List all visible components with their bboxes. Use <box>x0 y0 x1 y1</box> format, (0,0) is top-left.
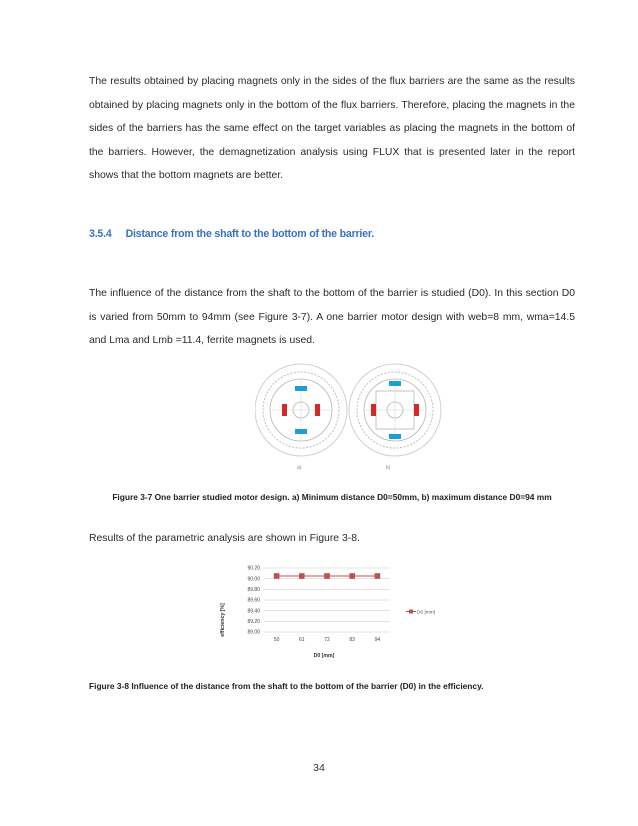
chart-x-tick-label: 61 <box>299 637 305 643</box>
paragraph-magnet-placement: The results obtained by placing magnets only in the sides of the flux barriers are the same as the results obtained by placing magnets only in the bottom of the flux barriers. Therefore, placing the magnets in the sides of the barriers has the same effect on the target variables as placing the magnets in the bottom of the barriers. However, the demagnetization analysis using FLUX that is presented later in the report shows that the bottom magnets are better. <box>89 76 575 181</box>
magnet-red-right-a <box>315 404 320 416</box>
chart-y-tick-label: 89.40 <box>247 608 260 615</box>
figure-label-a: a) <box>297 465 302 471</box>
chart-legend <box>406 610 435 616</box>
section-number: 3.5.4 <box>89 228 112 240</box>
figure-label-b: b) <box>386 465 391 471</box>
chart-data-point <box>349 573 355 579</box>
figure-3-8-caption: Figure 3-8 Influence of the distance from the shaft to the bottom of the barrier (D0) in the efficiency. <box>89 681 484 691</box>
page-number: 34 <box>313 762 325 774</box>
magnet-blue-top-b <box>389 381 401 386</box>
chart-y-tick-label: 89.60 <box>247 597 260 604</box>
chart-y-tick-label: 89.00 <box>247 629 260 636</box>
figure-3-8-efficiency-chart <box>210 558 500 663</box>
chart-y-axis-label: efficiency [%] <box>220 603 226 637</box>
magnet-red-left-b <box>371 404 376 416</box>
section-title: Distance from the shaft to the bottom of the barrier. <box>125 228 374 240</box>
chart-y-tick-label: 89.80 <box>247 587 260 594</box>
chart-x-tick-label: 94 <box>374 637 381 643</box>
motor-design-b <box>349 364 441 471</box>
magnet-blue-bottom-a <box>295 429 307 434</box>
magnet-blue-top-a <box>295 386 307 391</box>
chart-data-point <box>324 573 330 579</box>
chart-data-point <box>299 573 305 579</box>
section-heading <box>89 228 374 240</box>
figure-3-7-motor-designs <box>255 358 445 473</box>
chart-x-tick-label: 50 <box>273 637 280 643</box>
magnet-red-right-b <box>414 404 419 416</box>
magnet-blue-bottom-b <box>389 434 401 439</box>
paragraph-d0-influence: The influence of the distance from the shaft to the bottom of the barrier is studied (D0). In this section D0 is varied from 50mm to 94mm (see Figure 3-7). A one barrier motor design with web=8 mm, wma=14.5 and Lma and Lmb =11.4, ferrite magnets is used. <box>89 288 575 346</box>
paragraph-results-intro: Results of the parametric analysis are shown in Figure 3-8. <box>89 533 360 544</box>
legend-marker <box>409 610 413 614</box>
legend-label: D0 [mm] <box>417 610 436 616</box>
chart-y-tick-label: 90.20 <box>247 565 260 572</box>
chart-x-tick-label: 83 <box>349 637 355 643</box>
motor-design-a <box>255 364 347 471</box>
magnet-red-left-a <box>282 404 287 416</box>
chart-x-tick-label: 72 <box>324 637 330 643</box>
chart-data-point <box>375 573 381 579</box>
chart-y-tick-label: 89.20 <box>247 619 260 626</box>
chart-x-axis-label: D0 [mm] <box>313 653 335 659</box>
chart-data-point <box>274 573 280 579</box>
figure-3-7-caption: Figure 3-7 One barrier studied motor design. a) Minimum distance D0=50mm, b) maximum distance D0=94 mm <box>112 492 552 502</box>
chart-y-tick-label: 90.00 <box>247 576 260 583</box>
